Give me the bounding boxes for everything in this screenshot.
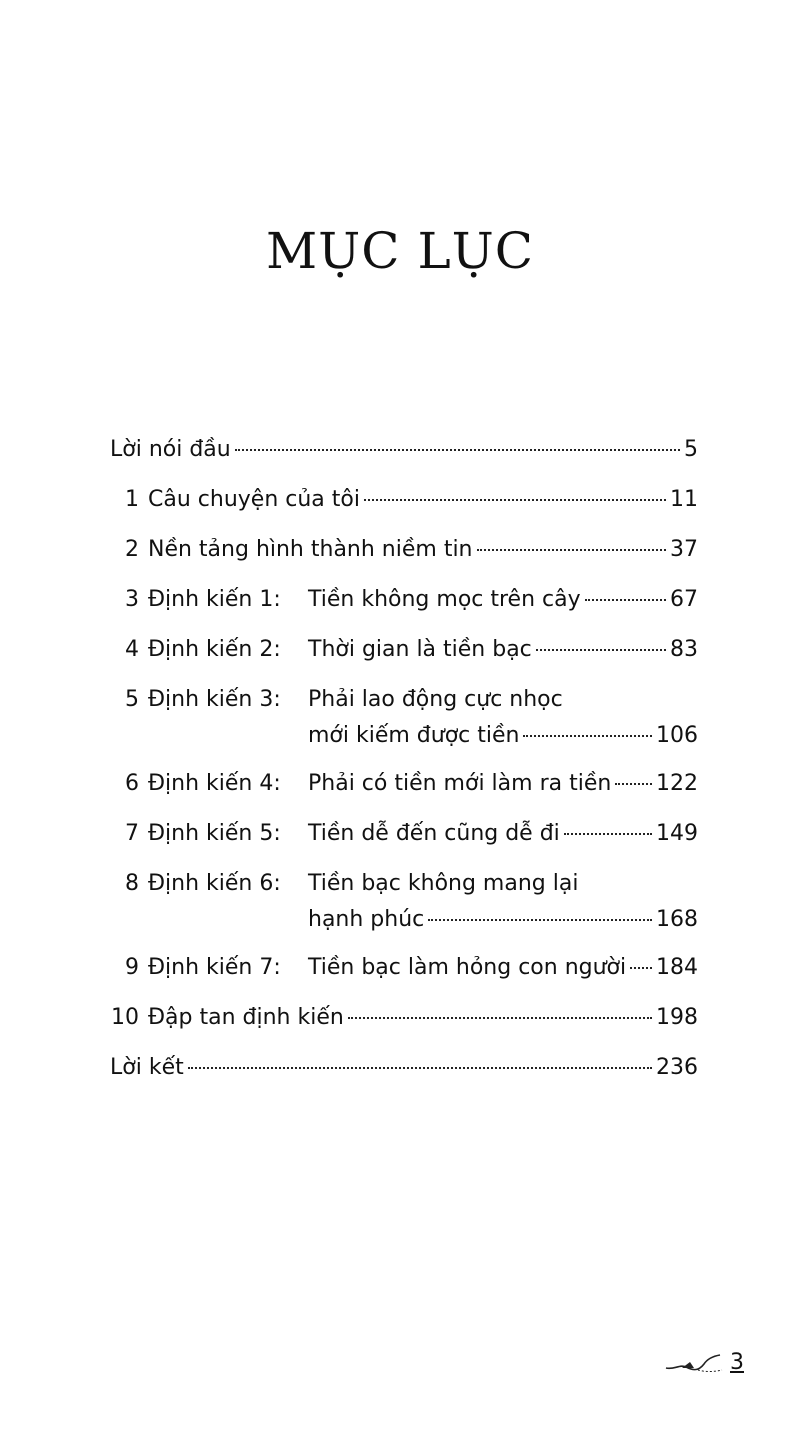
dot-leader: [523, 735, 652, 737]
toc-entry[interactable]: [110, 866, 698, 950]
dot-leader: [477, 549, 667, 551]
toc-entry-kind: Định kiến 4:: [148, 771, 281, 796]
dot-leader: [235, 449, 680, 451]
toc-entry-title: Tiền dễ đến cũng dễ đi: [308, 821, 560, 846]
toc-entry-number: 3: [125, 587, 139, 612]
toc-entry[interactable]: [110, 950, 698, 1000]
flourish-icon: [664, 1352, 726, 1374]
toc-entry-number: 1: [125, 487, 139, 512]
toc-entry-number: 9: [125, 955, 139, 980]
toc-entry-number: 8: [125, 871, 139, 896]
toc-entry-title: Đập tan định kiến: [148, 1005, 344, 1030]
toc-entry-page: 5: [684, 437, 698, 462]
toc-entry-title-continued: mới kiếm được tiền: [308, 723, 520, 748]
dot-leader: [615, 783, 652, 785]
toc-entry-title: Lời kết: [110, 1055, 184, 1080]
page-number: 3: [730, 1350, 744, 1375]
dot-leader: [364, 499, 666, 501]
toc-entry[interactable]: [110, 582, 698, 632]
toc-entry-title: Phải có tiền mới làm ra tiền: [308, 771, 612, 796]
toc-entry[interactable]: [110, 482, 698, 532]
toc-entry-page: 198: [656, 1005, 698, 1030]
toc-entry-title: Tiền không mọc trên cây: [308, 587, 581, 612]
toc-entry-page: 184: [656, 955, 698, 980]
toc-entry-number: 4: [125, 637, 139, 662]
toc-entry-title: Nền tảng hình thành niềm tin: [148, 537, 473, 562]
toc-entry-kind: Định kiến 2:: [148, 637, 281, 662]
toc-entry-title-continued: hạnh phúc: [308, 907, 425, 932]
toc-entry-page: 83: [670, 637, 698, 662]
toc-entry-title: Thời gian là tiền bạc: [308, 637, 532, 662]
dot-leader: [188, 1067, 652, 1069]
page-title: MỤC LỤC: [265, 222, 535, 280]
dot-leader: [564, 833, 652, 835]
toc-entry[interactable]: [110, 632, 698, 682]
toc-entry-title: Phải lao động cực nhọc: [308, 687, 563, 712]
toc-entry-page: 106: [656, 723, 698, 748]
dot-leader: [536, 649, 666, 651]
toc-entry[interactable]: [110, 1050, 698, 1100]
toc-entry-kind: Định kiến 5:: [148, 821, 281, 846]
toc-entry-kind: Định kiến 6:: [148, 871, 281, 896]
toc-entry-number: 6: [125, 771, 139, 796]
toc-entry-kind: Định kiến 7:: [148, 955, 281, 980]
toc-entry-page: 236: [656, 1055, 698, 1080]
toc-entry[interactable]: [110, 816, 698, 866]
toc-entry[interactable]: [110, 1000, 698, 1050]
toc-entry-number: 2: [125, 537, 139, 562]
toc-entry-page: 37: [670, 537, 698, 562]
toc-entry-page: 11: [670, 487, 698, 512]
toc-entry-number: 5: [125, 687, 139, 712]
toc-entry-number: 7: [125, 821, 139, 846]
toc-entry-title: Tiền bạc làm hỏng con người: [308, 955, 627, 980]
toc-entry-title: Tiền bạc không mang lại: [308, 871, 579, 896]
toc-entry-page: 67: [670, 587, 698, 612]
toc-entry-number: 10: [111, 1005, 139, 1030]
toc-entry[interactable]: [110, 532, 698, 582]
toc-entry-page: 168: [656, 907, 698, 932]
toc-entry-kind: Định kiến 1:: [148, 587, 281, 612]
table-of-contents: [110, 432, 698, 1100]
dot-leader: [348, 1017, 652, 1019]
toc-entry[interactable]: [110, 766, 698, 816]
dot-leader: [428, 919, 652, 921]
toc-entry-page: 149: [656, 821, 698, 846]
toc-entry-page: 122: [656, 771, 698, 796]
toc-entry[interactable]: [110, 432, 698, 482]
page-folio: [664, 1350, 744, 1375]
toc-entry[interactable]: [110, 682, 698, 766]
toc-entry-kind: Định kiến 3:: [148, 687, 281, 712]
dot-leader: [585, 599, 666, 601]
toc-entry-title: Câu chuyện của tôi: [148, 487, 360, 512]
dot-leader: [630, 967, 652, 969]
toc-entry-title: Lời nói đầu: [110, 437, 231, 462]
